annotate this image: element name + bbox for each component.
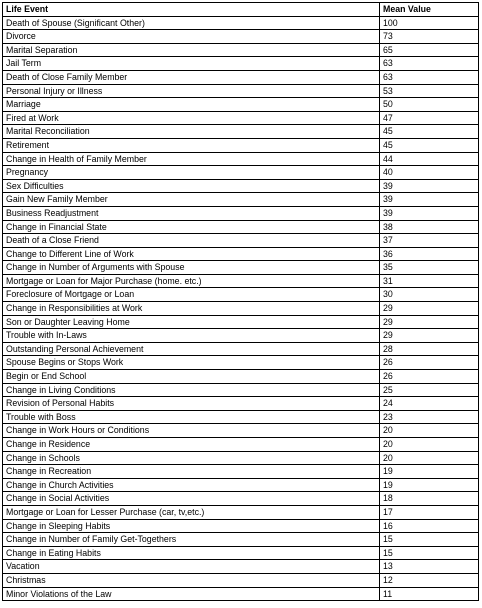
table-row: [3, 356, 479, 370]
life-event-cell: Change in Financial State: [3, 220, 380, 234]
mean-value-cell: 13: [380, 560, 479, 574]
table-row: [3, 560, 479, 574]
life-event-cell: Gain New Family Member: [3, 193, 380, 207]
table-row: [3, 179, 479, 193]
table-row: [3, 247, 479, 261]
mean-value-cell: 40: [380, 166, 479, 180]
mean-value-cell: 50: [380, 98, 479, 112]
life-event-cell: Change in Sleeping Habits: [3, 519, 380, 533]
life-event-cell: Death of Close Family Member: [3, 70, 380, 84]
table-row: [3, 478, 479, 492]
mean-value-cell: 73: [380, 30, 479, 44]
mean-value-cell: 26: [380, 356, 479, 370]
life-event-cell: Vacation: [3, 560, 380, 574]
table-row: [3, 193, 479, 207]
mean-value-cell: 31: [380, 274, 479, 288]
mean-value-cell: 44: [380, 152, 479, 166]
table-row: [3, 152, 479, 166]
table-row: [3, 519, 479, 533]
table-row: [3, 220, 479, 234]
mean-value-cell: 15: [380, 533, 479, 547]
life-event-cell: Retirement: [3, 138, 380, 152]
life-event-cell: Minor Violations of the Law: [3, 587, 380, 601]
table-row: [3, 288, 479, 302]
life-event-cell: Change in Work Hours or Conditions: [3, 424, 380, 438]
mean-value-cell: 17: [380, 505, 479, 519]
table-row: [3, 16, 479, 30]
life-event-cell: Fired at Work: [3, 111, 380, 125]
life-event-cell: Change in Health of Family Member: [3, 152, 380, 166]
life-event-cell: Death of a Close Friend: [3, 234, 380, 248]
life-event-cell: Outstanding Personal Achievement: [3, 342, 380, 356]
life-event-cell: Change in Responsibilities at Work: [3, 302, 380, 316]
table-body: [3, 16, 479, 601]
life-event-cell: Marital Separation: [3, 43, 380, 57]
life-event-cell: Change in Living Conditions: [3, 383, 380, 397]
table-row: [3, 111, 479, 125]
table-row: [3, 30, 479, 44]
life-event-cell: Pregnancy: [3, 166, 380, 180]
life-event-cell: Change in Social Activities: [3, 492, 380, 506]
mean-value-cell: 29: [380, 302, 479, 316]
life-event-cell: Change in Number of Family Get-Togethers: [3, 533, 380, 547]
header-row: [3, 3, 479, 17]
mean-value-cell: 16: [380, 519, 479, 533]
table-row: [3, 492, 479, 506]
table-row: [3, 546, 479, 560]
table-row: [3, 315, 479, 329]
life-event-cell: Christmas: [3, 573, 380, 587]
mean-value-cell: 24: [380, 397, 479, 411]
life-event-cell: Change in Church Activities: [3, 478, 380, 492]
table-row: [3, 138, 479, 152]
table-row: [3, 438, 479, 452]
table-row: [3, 573, 479, 587]
mean-value-cell: 45: [380, 138, 479, 152]
life-event-cell: Trouble with Boss: [3, 410, 380, 424]
table-row: [3, 57, 479, 71]
mean-value-cell: 30: [380, 288, 479, 302]
mean-value-cell: 39: [380, 193, 479, 207]
mean-value-cell: 12: [380, 573, 479, 587]
table-row: [3, 125, 479, 139]
mean-value-cell: 63: [380, 57, 479, 71]
table-row: [3, 505, 479, 519]
mean-value-cell: 20: [380, 424, 479, 438]
table-row: [3, 43, 479, 57]
life-event-cell: Change in Residence: [3, 438, 380, 452]
mean-value-cell: 47: [380, 111, 479, 125]
mean-value-cell: 23: [380, 410, 479, 424]
mean-value-cell: 19: [380, 478, 479, 492]
table-row: [3, 206, 479, 220]
life-event-cell: Divorce: [3, 30, 380, 44]
mean-value-cell: 39: [380, 179, 479, 193]
table-row: [3, 587, 479, 601]
life-event-cell: Change in Schools: [3, 451, 380, 465]
table-row: [3, 70, 479, 84]
life-event-cell: Begin or End School: [3, 370, 380, 384]
table-row: [3, 383, 479, 397]
life-event-cell: Change in Recreation: [3, 465, 380, 479]
mean-value-cell: 65: [380, 43, 479, 57]
mean-value-cell: 29: [380, 329, 479, 343]
life-events-table-container: [2, 2, 478, 601]
mean-value-cell: 63: [380, 70, 479, 84]
mean-value-cell: 25: [380, 383, 479, 397]
table-header: [3, 3, 479, 17]
table-row: [3, 465, 479, 479]
life-event-cell: Marriage: [3, 98, 380, 112]
mean-value-cell: 18: [380, 492, 479, 506]
mean-value-cell: 38: [380, 220, 479, 234]
table-row: [3, 533, 479, 547]
mean-value-cell: 36: [380, 247, 479, 261]
life-event-cell: Sex Difficulties: [3, 179, 380, 193]
life-event-cell: Change in Number of Arguments with Spouse: [3, 261, 380, 275]
header-life-event: Life Event: [3, 3, 380, 17]
table-row: [3, 370, 479, 384]
table-row: [3, 234, 479, 248]
life-events-table: [2, 2, 479, 601]
mean-value-cell: 37: [380, 234, 479, 248]
table-row: [3, 329, 479, 343]
table-row: [3, 451, 479, 465]
life-event-cell: Marital Reconciliation: [3, 125, 380, 139]
table-row: [3, 98, 479, 112]
mean-value-cell: 11: [380, 587, 479, 601]
life-event-cell: Mortgage or Loan for Lesser Purchase (car, tv,etc.): [3, 505, 380, 519]
mean-value-cell: 15: [380, 546, 479, 560]
life-event-cell: Spouse Begins or Stops Work: [3, 356, 380, 370]
table-row: [3, 84, 479, 98]
mean-value-cell: 26: [380, 370, 479, 384]
life-event-cell: Business Readjustment: [3, 206, 380, 220]
life-event-cell: Change to Different Line of Work: [3, 247, 380, 261]
table-row: [3, 397, 479, 411]
life-event-cell: Change in Eating Habits: [3, 546, 380, 560]
table-row: [3, 302, 479, 316]
table-row: [3, 274, 479, 288]
mean-value-cell: 20: [380, 451, 479, 465]
life-event-cell: Jail Term: [3, 57, 380, 71]
table-row: [3, 261, 479, 275]
life-event-cell: Son or Daughter Leaving Home: [3, 315, 380, 329]
mean-value-cell: 100: [380, 16, 479, 30]
mean-value-cell: 35: [380, 261, 479, 275]
life-event-cell: Revision of Personal Habits: [3, 397, 380, 411]
header-mean-value: Mean Value: [380, 3, 479, 17]
life-event-cell: Personal Injury or Illness: [3, 84, 380, 98]
mean-value-cell: 45: [380, 125, 479, 139]
table-row: [3, 410, 479, 424]
table-row: [3, 166, 479, 180]
life-event-cell: Death of Spouse (Significant Other): [3, 16, 380, 30]
table-row: [3, 342, 479, 356]
mean-value-cell: 19: [380, 465, 479, 479]
mean-value-cell: 28: [380, 342, 479, 356]
mean-value-cell: 53: [380, 84, 479, 98]
mean-value-cell: 20: [380, 438, 479, 452]
mean-value-cell: 39: [380, 206, 479, 220]
life-event-cell: Mortgage or Loan for Major Purchase (home. etc.): [3, 274, 380, 288]
life-event-cell: Foreclosure of Mortgage or Loan: [3, 288, 380, 302]
table-row: [3, 424, 479, 438]
life-event-cell: Trouble with In-Laws: [3, 329, 380, 343]
mean-value-cell: 29: [380, 315, 479, 329]
